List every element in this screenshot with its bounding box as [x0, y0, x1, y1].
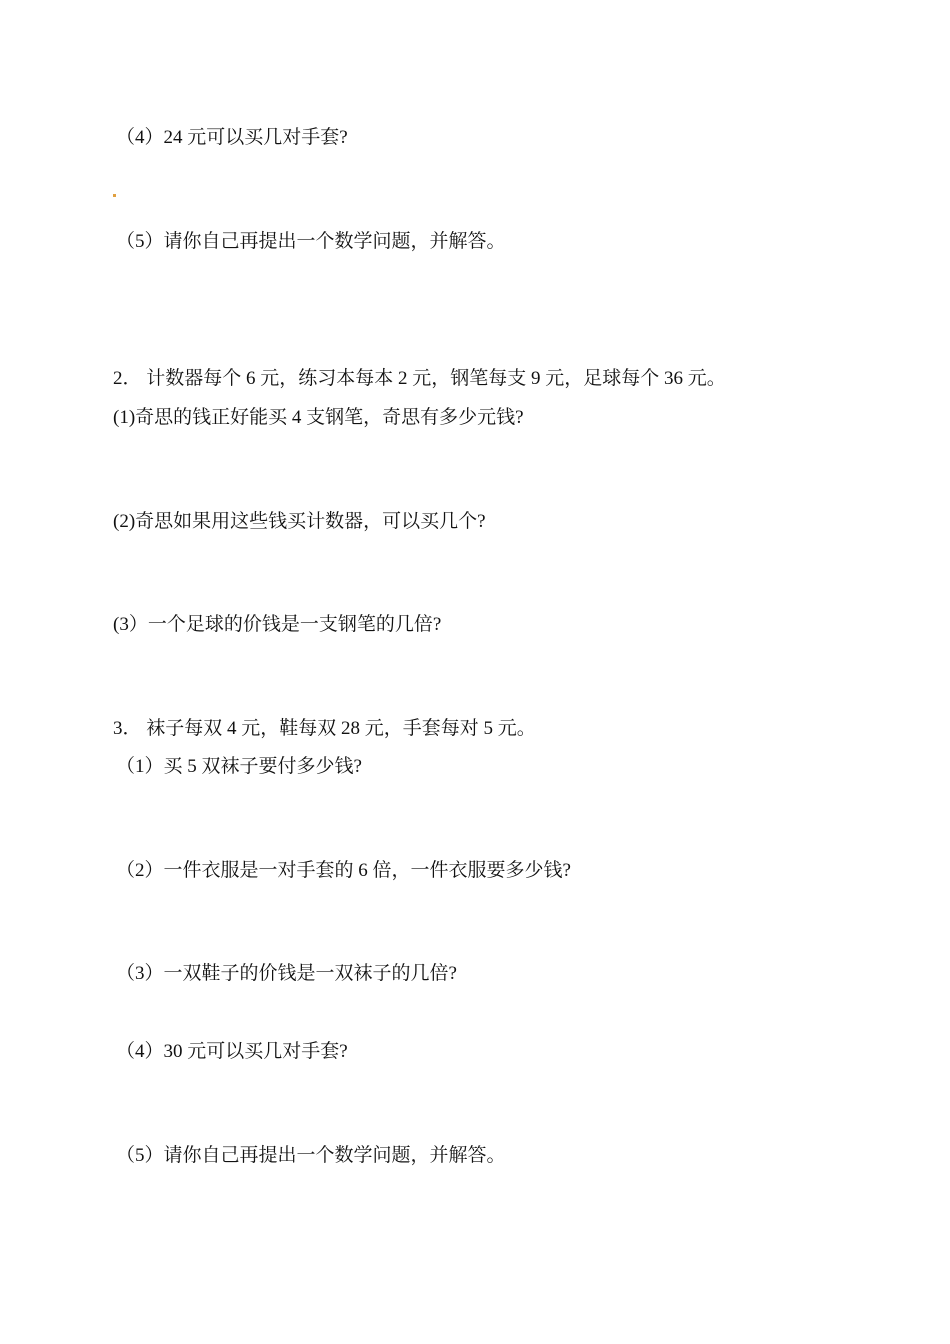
s2-question-1: (1)奇思的钱正好能买 4 支钢笔，奇思有多少元钱?: [113, 407, 524, 428]
s2-question-3: (3）一个足球的价钱是一支钢笔的几倍?: [113, 614, 442, 635]
s3-question-4: （4）30 元可以买几对手套?: [116, 1041, 348, 1062]
stray-dot-mark: [113, 194, 116, 197]
s3-heading: 3． 袜子每双 4 元，鞋每双 28 元，手套每对 5 元。: [113, 718, 536, 739]
s3-question-3: （3）一双鞋子的价钱是一双袜子的几倍?: [116, 963, 457, 984]
s2-question-2: (2)奇思如果用这些钱买计数器，可以买几个?: [113, 511, 486, 532]
s3-question-1: （1）买 5 双袜子要付多少钱?: [116, 756, 362, 777]
s1-question-4: （4）24 元可以买几对手套?: [116, 127, 348, 148]
s1-question-5: （5）请你自己再提出一个数学问题，并解答。: [116, 231, 506, 252]
s2-heading: 2． 计数器每个 6 元，练习本每本 2 元，钢笔每支 9 元，足球每个 36 元。: [113, 368, 726, 389]
s3-question-5: （5）请你自己再提出一个数学问题，并解答。: [116, 1145, 506, 1166]
s3-question-2: （2）一件衣服是一对手套的 6 倍，一件衣服要多少钱?: [116, 860, 571, 881]
